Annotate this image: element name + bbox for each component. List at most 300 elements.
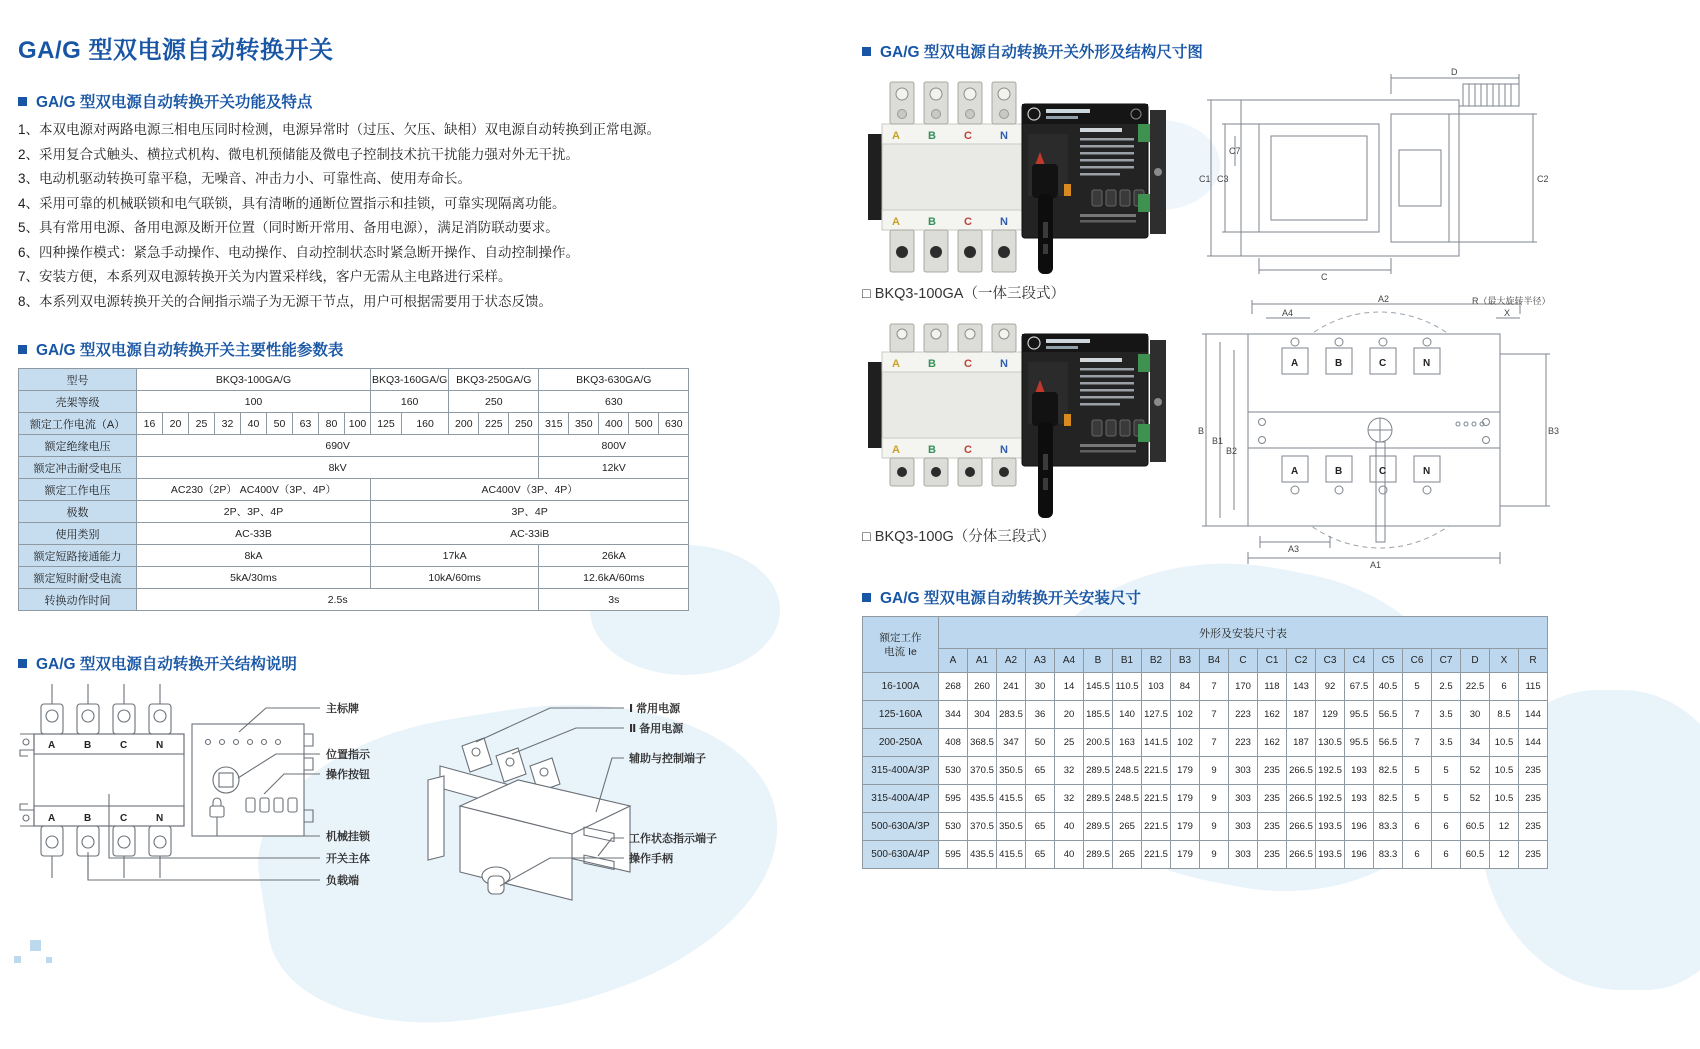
install-cell: 179: [1171, 813, 1200, 841]
perf-cell: BKQ3-250GA/G: [449, 369, 539, 391]
install-cell: 289.5: [1084, 841, 1113, 869]
install-cell: 6: [1490, 673, 1519, 701]
install-cell: 9: [1200, 841, 1229, 869]
perf-cell: 50: [267, 413, 293, 435]
install-group-header: 外形及安装尺寸表: [939, 617, 1548, 649]
install-cell: 415.5: [997, 841, 1026, 869]
perf-cell: 3P、4P: [371, 501, 689, 523]
perf-cell: 63: [293, 413, 319, 435]
terminal-letter: A: [892, 130, 900, 142]
install-cell: 102: [1171, 701, 1200, 729]
perf-cell: 400: [599, 413, 629, 435]
perf-cell: 690V: [137, 435, 539, 457]
install-col-header: D: [1461, 649, 1490, 673]
install-cell: 7: [1403, 729, 1432, 757]
terminal-letter: N: [1000, 444, 1008, 456]
corner-decoration: [30, 940, 41, 951]
terminal-letter: B: [84, 813, 92, 824]
install-cell: 52: [1461, 785, 1490, 813]
structure-front-diagram: [14, 682, 414, 914]
perf-cell: 17kA: [371, 545, 539, 567]
perf-cell: AC-33iB: [371, 523, 689, 545]
install-cell: 350.5: [997, 757, 1026, 785]
install-cell: 235: [1258, 813, 1287, 841]
install-cell: 115: [1519, 673, 1548, 701]
install-cell: 10.5: [1490, 757, 1519, 785]
install-corner-label: 额定工作 电流 Ie: [863, 617, 939, 673]
install-cell: 129: [1316, 701, 1345, 729]
install-col-header: B: [1084, 649, 1113, 673]
dim-label-B: B: [1198, 426, 1205, 436]
terminal-letter: A: [1291, 466, 1299, 477]
feature-item: 7、安装方便，本系列双电源转换开关为内置采样线，客户无需从主电路进行采样。: [18, 269, 512, 284]
install-cell: 303: [1229, 813, 1258, 841]
install-cell: 12: [1490, 813, 1519, 841]
perf-cell: 100: [137, 391, 371, 413]
install-cell: 67.5: [1345, 673, 1374, 701]
perf-cell: 5kA/30ms: [137, 567, 371, 589]
install-cell: 95.5: [1345, 701, 1374, 729]
install-cell: 7: [1200, 729, 1229, 757]
install-col-header: A2: [997, 649, 1026, 673]
install-cell: 415.5: [997, 785, 1026, 813]
callout-aux-control-terminals: 辅助与控制端子: [629, 753, 706, 765]
page-title: GA/G 型双电源自动转换开关: [18, 37, 334, 64]
install-cell: 368.5: [968, 729, 997, 757]
perf-cell: 8kA: [137, 545, 371, 567]
perf-cell: 100: [345, 413, 371, 435]
perf-row-label: 转换动作时间: [19, 589, 137, 611]
install-cell: 40.5: [1374, 673, 1403, 701]
install-cell: 344: [939, 701, 968, 729]
dim-label-B3: B3: [1548, 426, 1560, 436]
perf-table-row: [19, 501, 689, 523]
install-cell: 5: [1403, 785, 1432, 813]
install-dimensions-table: [862, 616, 1548, 869]
feature-list: [18, 118, 708, 314]
terminal-letter: N: [1000, 130, 1008, 142]
terminal-letter: B: [1335, 466, 1343, 477]
install-cell: 103: [1142, 673, 1171, 701]
perf-cell: 2.5s: [137, 589, 539, 611]
corner-decoration: [14, 956, 21, 963]
install-cell: 144: [1519, 701, 1548, 729]
perf-cell: 16: [137, 413, 163, 435]
install-cell: 370.5: [968, 813, 997, 841]
terminal-letter: C: [1379, 358, 1387, 369]
install-cell: 221.5: [1142, 785, 1171, 813]
terminal-letter: C: [964, 130, 972, 142]
install-cell: 9: [1200, 757, 1229, 785]
product-photo-bkq3-100g: [868, 322, 1168, 522]
callout-switch-body: 开关主体: [326, 853, 370, 865]
install-cell: 12: [1490, 841, 1519, 869]
perf-cell: AC400V（3P、4P）: [371, 479, 689, 501]
install-cell: 65: [1026, 841, 1055, 869]
install-row-label: 315-400A/3P: [863, 757, 939, 785]
structure-iso-diagram: [400, 688, 735, 913]
dim-label-A2: A2: [1378, 294, 1390, 304]
install-cell: 235: [1519, 757, 1548, 785]
install-col-header: A: [939, 649, 968, 673]
product-photo-bkq3-100ga: [868, 76, 1168, 281]
install-cell: 56.5: [1374, 729, 1403, 757]
dim-label-B1: B1: [1212, 436, 1224, 446]
section-heading-structure: GA/G 型双电源自动转换开关结构说明: [18, 652, 297, 674]
install-cell: 265: [1113, 813, 1142, 841]
perf-table-row: [19, 413, 689, 435]
callout-mechanical-padlock: 机械挂锁: [326, 831, 370, 843]
install-cell: 65: [1026, 757, 1055, 785]
install-cell: 192.5: [1316, 785, 1345, 813]
perf-cell: 40: [241, 413, 267, 435]
install-cell: 193.5: [1316, 841, 1345, 869]
feature-item: 8、本系列双电源转换开关的合闸指示端子为无源干节点，用户可根据需要用于状态反馈。: [18, 293, 553, 309]
terminal-letter: B: [928, 130, 936, 142]
install-cell: 20: [1055, 701, 1084, 729]
install-cell: 435.5: [968, 841, 997, 869]
install-col-header: A3: [1026, 649, 1055, 673]
install-col-header: C7: [1432, 649, 1461, 673]
install-table-row: [863, 813, 1548, 841]
perf-row-label: 额定冲击耐受电压: [19, 457, 137, 479]
perf-table-row: [19, 391, 689, 413]
dim-label-A3: A3: [1288, 544, 1300, 554]
perf-cell: 250: [449, 391, 539, 413]
install-cell: 127.5: [1142, 701, 1171, 729]
install-cell: 435.5: [968, 785, 997, 813]
install-cell: 83.3: [1374, 841, 1403, 869]
perf-table-row: [19, 567, 689, 589]
install-col-header: A1: [968, 649, 997, 673]
feature-item: 5、具有常用电源、备用电源及断开位置（同时断开常用、备用电源），满足消防联动要求。: [18, 220, 559, 235]
terminal-letter: N: [156, 813, 164, 824]
dim-label-C3: C3: [1217, 174, 1229, 184]
install-row-label: 315-400A/4P: [863, 785, 939, 813]
install-cell: 221.5: [1142, 841, 1171, 869]
install-row-label: 200-250A: [863, 729, 939, 757]
install-col-header: R: [1519, 649, 1548, 673]
install-cell: 289.5: [1084, 757, 1113, 785]
install-cell: 179: [1171, 785, 1200, 813]
install-cell: 6: [1432, 813, 1461, 841]
terminal-letter: C: [120, 813, 128, 824]
terminal-letter: A: [892, 358, 900, 370]
install-cell: 6: [1403, 813, 1432, 841]
install-cell: 289.5: [1084, 785, 1113, 813]
install-cell: 40: [1055, 813, 1084, 841]
install-cell: 32: [1055, 785, 1084, 813]
install-cell: 248.5: [1113, 785, 1142, 813]
install-cell: 187: [1287, 729, 1316, 757]
install-cell: 193: [1345, 785, 1374, 813]
perf-cell: 800V: [539, 435, 689, 457]
terminal-letter: A: [892, 216, 900, 228]
terminal-letter: C: [964, 444, 972, 456]
install-cell: 185.5: [1084, 701, 1113, 729]
install-cell: 235: [1519, 841, 1548, 869]
perf-cell: 32: [215, 413, 241, 435]
install-cell: 7: [1200, 701, 1229, 729]
install-cell: 196: [1345, 813, 1374, 841]
install-cell: 193.5: [1316, 813, 1345, 841]
perf-row-label: 额定绝缘电压: [19, 435, 137, 457]
install-cell: 235: [1258, 757, 1287, 785]
perf-table-row: [19, 479, 689, 501]
install-cell: 95.5: [1345, 729, 1374, 757]
perf-cell: 10kA/60ms: [371, 567, 539, 589]
feature-item: 2、采用复合式触头、横拉式机构、微电机预储能及微电子控制技术抗干扰能力强对外无干扰。: [18, 146, 580, 162]
install-cell: 303: [1229, 757, 1258, 785]
install-cell: 50: [1026, 729, 1055, 757]
install-table-row: [863, 785, 1548, 813]
install-cell: 162: [1258, 701, 1287, 729]
install-cell: 25: [1055, 729, 1084, 757]
perf-cell: 2P、3P、4P: [137, 501, 371, 523]
dim-label-D: D: [1451, 67, 1458, 77]
perf-cell: 12kV: [539, 457, 689, 479]
install-cell: 248.5: [1113, 757, 1142, 785]
terminal-letter: A: [892, 444, 900, 456]
install-cell: 266.5: [1287, 813, 1316, 841]
install-cell: 144: [1519, 729, 1548, 757]
feature-item: 4、采用可靠的机械联锁和电气联锁，具有清晰的通断位置指示和挂锁，可靠实现隔离功能。: [18, 195, 566, 211]
perf-row-label: 额定工作电流（A）: [19, 413, 137, 435]
install-cell: 221.5: [1142, 813, 1171, 841]
install-cell: 30: [1026, 673, 1055, 701]
install-cell: 9: [1200, 785, 1229, 813]
install-col-header: B2: [1142, 649, 1171, 673]
terminal-letter: B: [928, 216, 936, 228]
install-cell: 102: [1171, 729, 1200, 757]
dim-label-C1: C1: [1199, 174, 1211, 184]
section-heading-performance: GA/G 型双电源自动转换开关主要性能参数表: [18, 338, 343, 360]
perf-row-label: 额定短时耐受电流: [19, 567, 137, 589]
install-cell: 5: [1432, 757, 1461, 785]
install-cell: 82.5: [1374, 785, 1403, 813]
perf-row-label: 使用类别: [19, 523, 137, 545]
install-cell: 235: [1258, 841, 1287, 869]
perf-cell: 160: [401, 413, 448, 435]
install-cell: 3.5: [1432, 729, 1461, 757]
install-col-header: C1: [1258, 649, 1287, 673]
install-cell: 530: [939, 813, 968, 841]
install-cell: 235: [1519, 785, 1548, 813]
install-cell: 283.5: [997, 701, 1026, 729]
terminal-letter: B: [928, 444, 936, 456]
install-table-row: [863, 729, 1548, 757]
photo-caption-bkq3-100g: □ BKQ3-100G（分体三段式）: [862, 529, 1056, 545]
perf-cell: 250: [509, 413, 539, 435]
terminal-letter: B: [84, 740, 92, 751]
install-cell: 8.5: [1490, 701, 1519, 729]
install-cell: 143: [1287, 673, 1316, 701]
install-table-row: [863, 841, 1548, 869]
install-cell: 140: [1113, 701, 1142, 729]
install-col-header: B3: [1171, 649, 1200, 673]
install-cell: 7: [1403, 701, 1432, 729]
install-cell: 65: [1026, 785, 1055, 813]
install-cell: 10.5: [1490, 729, 1519, 757]
perf-cell: 500: [629, 413, 659, 435]
dim-label-A1: A1: [1370, 560, 1382, 570]
callout-status-indicator-terminals: 工作状态指示端子: [629, 833, 717, 845]
install-cell: 7: [1200, 673, 1229, 701]
install-cell: 200.5: [1084, 729, 1113, 757]
feature-item: 6、四种操作模式：紧急手动操作、电动操作、自动控制状态时紧急断开操作、自动控制操作。: [18, 244, 580, 260]
install-cell: 14: [1055, 673, 1084, 701]
install-col-header: C6: [1403, 649, 1432, 673]
terminal-letter: A: [48, 740, 56, 751]
perf-table-row: [19, 435, 689, 457]
perf-cell: 225: [479, 413, 509, 435]
section-heading-install: GA/G 型双电源自动转换开关安装尺寸: [862, 586, 1141, 608]
install-row-label: 16-100A: [863, 673, 939, 701]
install-cell: 223: [1229, 701, 1258, 729]
perf-cell: BKQ3-630GA/G: [539, 369, 689, 391]
install-cell: 595: [939, 785, 968, 813]
install-cell: 303: [1229, 841, 1258, 869]
install-cell: 192.5: [1316, 757, 1345, 785]
install-cell: 84: [1171, 673, 1200, 701]
corner-decoration: [46, 957, 52, 963]
install-cell: 5: [1403, 673, 1432, 701]
dim-label-A4: A4: [1282, 308, 1294, 318]
terminal-letter: C: [964, 358, 972, 370]
perf-cell: BKQ3-100GA/G: [137, 369, 371, 391]
dim-label-C7: C7: [1229, 146, 1241, 156]
dimension-drawing-front-view: [1190, 294, 1568, 572]
section-heading-features: GA/G 型双电源自动转换开关功能及特点: [18, 90, 312, 112]
install-cell: 193: [1345, 757, 1374, 785]
install-table-row: [863, 757, 1548, 785]
perf-cell: 20: [163, 413, 189, 435]
photo-caption-bkq3-100ga: □ BKQ3-100GA（一体三段式）: [862, 286, 1065, 302]
terminal-letter: C: [964, 216, 972, 228]
square-bullet-icon: [862, 47, 871, 56]
perf-table-row: [19, 523, 689, 545]
install-cell: 170: [1229, 673, 1258, 701]
perf-cell: 160: [371, 391, 449, 413]
install-cell: 5: [1403, 757, 1432, 785]
callout-position-indicator: 位置指示: [326, 749, 370, 761]
perf-cell: AC-33B: [137, 523, 371, 545]
install-cell: 32: [1055, 757, 1084, 785]
install-cell: 22.5: [1461, 673, 1490, 701]
perf-cell: AC230（2P） AC400V（3P、4P）: [137, 479, 371, 501]
terminal-letter: N: [1423, 358, 1431, 369]
install-table-row: [863, 673, 1548, 701]
terminal-letter: A: [48, 813, 56, 824]
performance-table: [18, 368, 689, 611]
install-cell: 34: [1461, 729, 1490, 757]
install-cell: 347: [997, 729, 1026, 757]
install-cell: 83.3: [1374, 813, 1403, 841]
callout-operation-button: 操作按钮: [326, 769, 370, 781]
install-cell: 162: [1258, 729, 1287, 757]
perf-table-row: [19, 589, 689, 611]
terminal-letter: B: [1335, 358, 1343, 369]
terminal-letter: B: [928, 358, 936, 370]
perf-row-label: 额定短路接通能力: [19, 545, 137, 567]
terminal-letter: N: [1000, 358, 1008, 370]
install-cell: 52: [1461, 757, 1490, 785]
callout-main-nameplate: 主标牌: [326, 703, 359, 715]
perf-cell: 80: [319, 413, 345, 435]
install-cell: 65: [1026, 813, 1055, 841]
terminal-letter: A: [1291, 358, 1299, 369]
install-cell: 241: [997, 673, 1026, 701]
perf-cell: 630: [659, 413, 689, 435]
install-cell: 595: [939, 841, 968, 869]
install-cell: 196: [1345, 841, 1374, 869]
install-cell: 179: [1171, 841, 1200, 869]
perf-table-row: [19, 369, 689, 391]
terminal-letter: C: [1379, 466, 1387, 477]
install-cell: 3.5: [1432, 701, 1461, 729]
install-cell: 6: [1432, 841, 1461, 869]
perf-cell: 3s: [539, 589, 689, 611]
install-col-header: C: [1229, 649, 1258, 673]
install-col-header: C4: [1345, 649, 1374, 673]
perf-row-label: 极数: [19, 501, 137, 523]
install-cell: 60.5: [1461, 813, 1490, 841]
install-cell: 92: [1316, 673, 1345, 701]
install-cell: 36: [1026, 701, 1055, 729]
dim-label-X: X: [1504, 308, 1511, 318]
install-cell: 266.5: [1287, 785, 1316, 813]
install-cell: 266.5: [1287, 841, 1316, 869]
install-cell: 265: [1113, 841, 1142, 869]
callout-normal-power: Ⅰ 常用电源: [629, 703, 681, 715]
install-cell: 9: [1200, 813, 1229, 841]
callout-operating-handle: 操作手柄: [629, 853, 673, 865]
install-cell: 235: [1519, 813, 1548, 841]
install-cell: 268: [939, 673, 968, 701]
terminal-letter: N: [1423, 466, 1431, 477]
install-cell: 30: [1461, 701, 1490, 729]
install-col-header: B1: [1113, 649, 1142, 673]
dim-label-R-note: R（最大旋转半径）: [1472, 296, 1551, 306]
install-col-header: B4: [1200, 649, 1229, 673]
terminal-letter: C: [120, 740, 128, 751]
install-cell: 260: [968, 673, 997, 701]
terminal-letter: N: [156, 740, 164, 751]
install-cell: 223: [1229, 729, 1258, 757]
install-col-header: A4: [1055, 649, 1084, 673]
install-cell: 266.5: [1287, 757, 1316, 785]
dim-label-C2: C2: [1537, 174, 1549, 184]
perf-cell: 315: [539, 413, 569, 435]
perf-row-label: 型号: [19, 369, 137, 391]
install-row-label: 500-630A/4P: [863, 841, 939, 869]
install-cell: 179: [1171, 757, 1200, 785]
dim-label-C: C: [1321, 272, 1328, 282]
install-cell: 530: [939, 757, 968, 785]
install-cell: 130.5: [1316, 729, 1345, 757]
install-cell: 408: [939, 729, 968, 757]
callout-standby-power: Ⅱ 备用电源: [629, 723, 684, 735]
install-row-label: 125-160A: [863, 701, 939, 729]
install-col-header: X: [1490, 649, 1519, 673]
install-col-header: C3: [1316, 649, 1345, 673]
install-cell: 82.5: [1374, 757, 1403, 785]
install-cell: 110.5: [1113, 673, 1142, 701]
install-cell: 370.5: [968, 757, 997, 785]
install-cell: 40: [1055, 841, 1084, 869]
perf-cell: 200: [449, 413, 479, 435]
perf-row-label: 壳架等级: [19, 391, 137, 413]
